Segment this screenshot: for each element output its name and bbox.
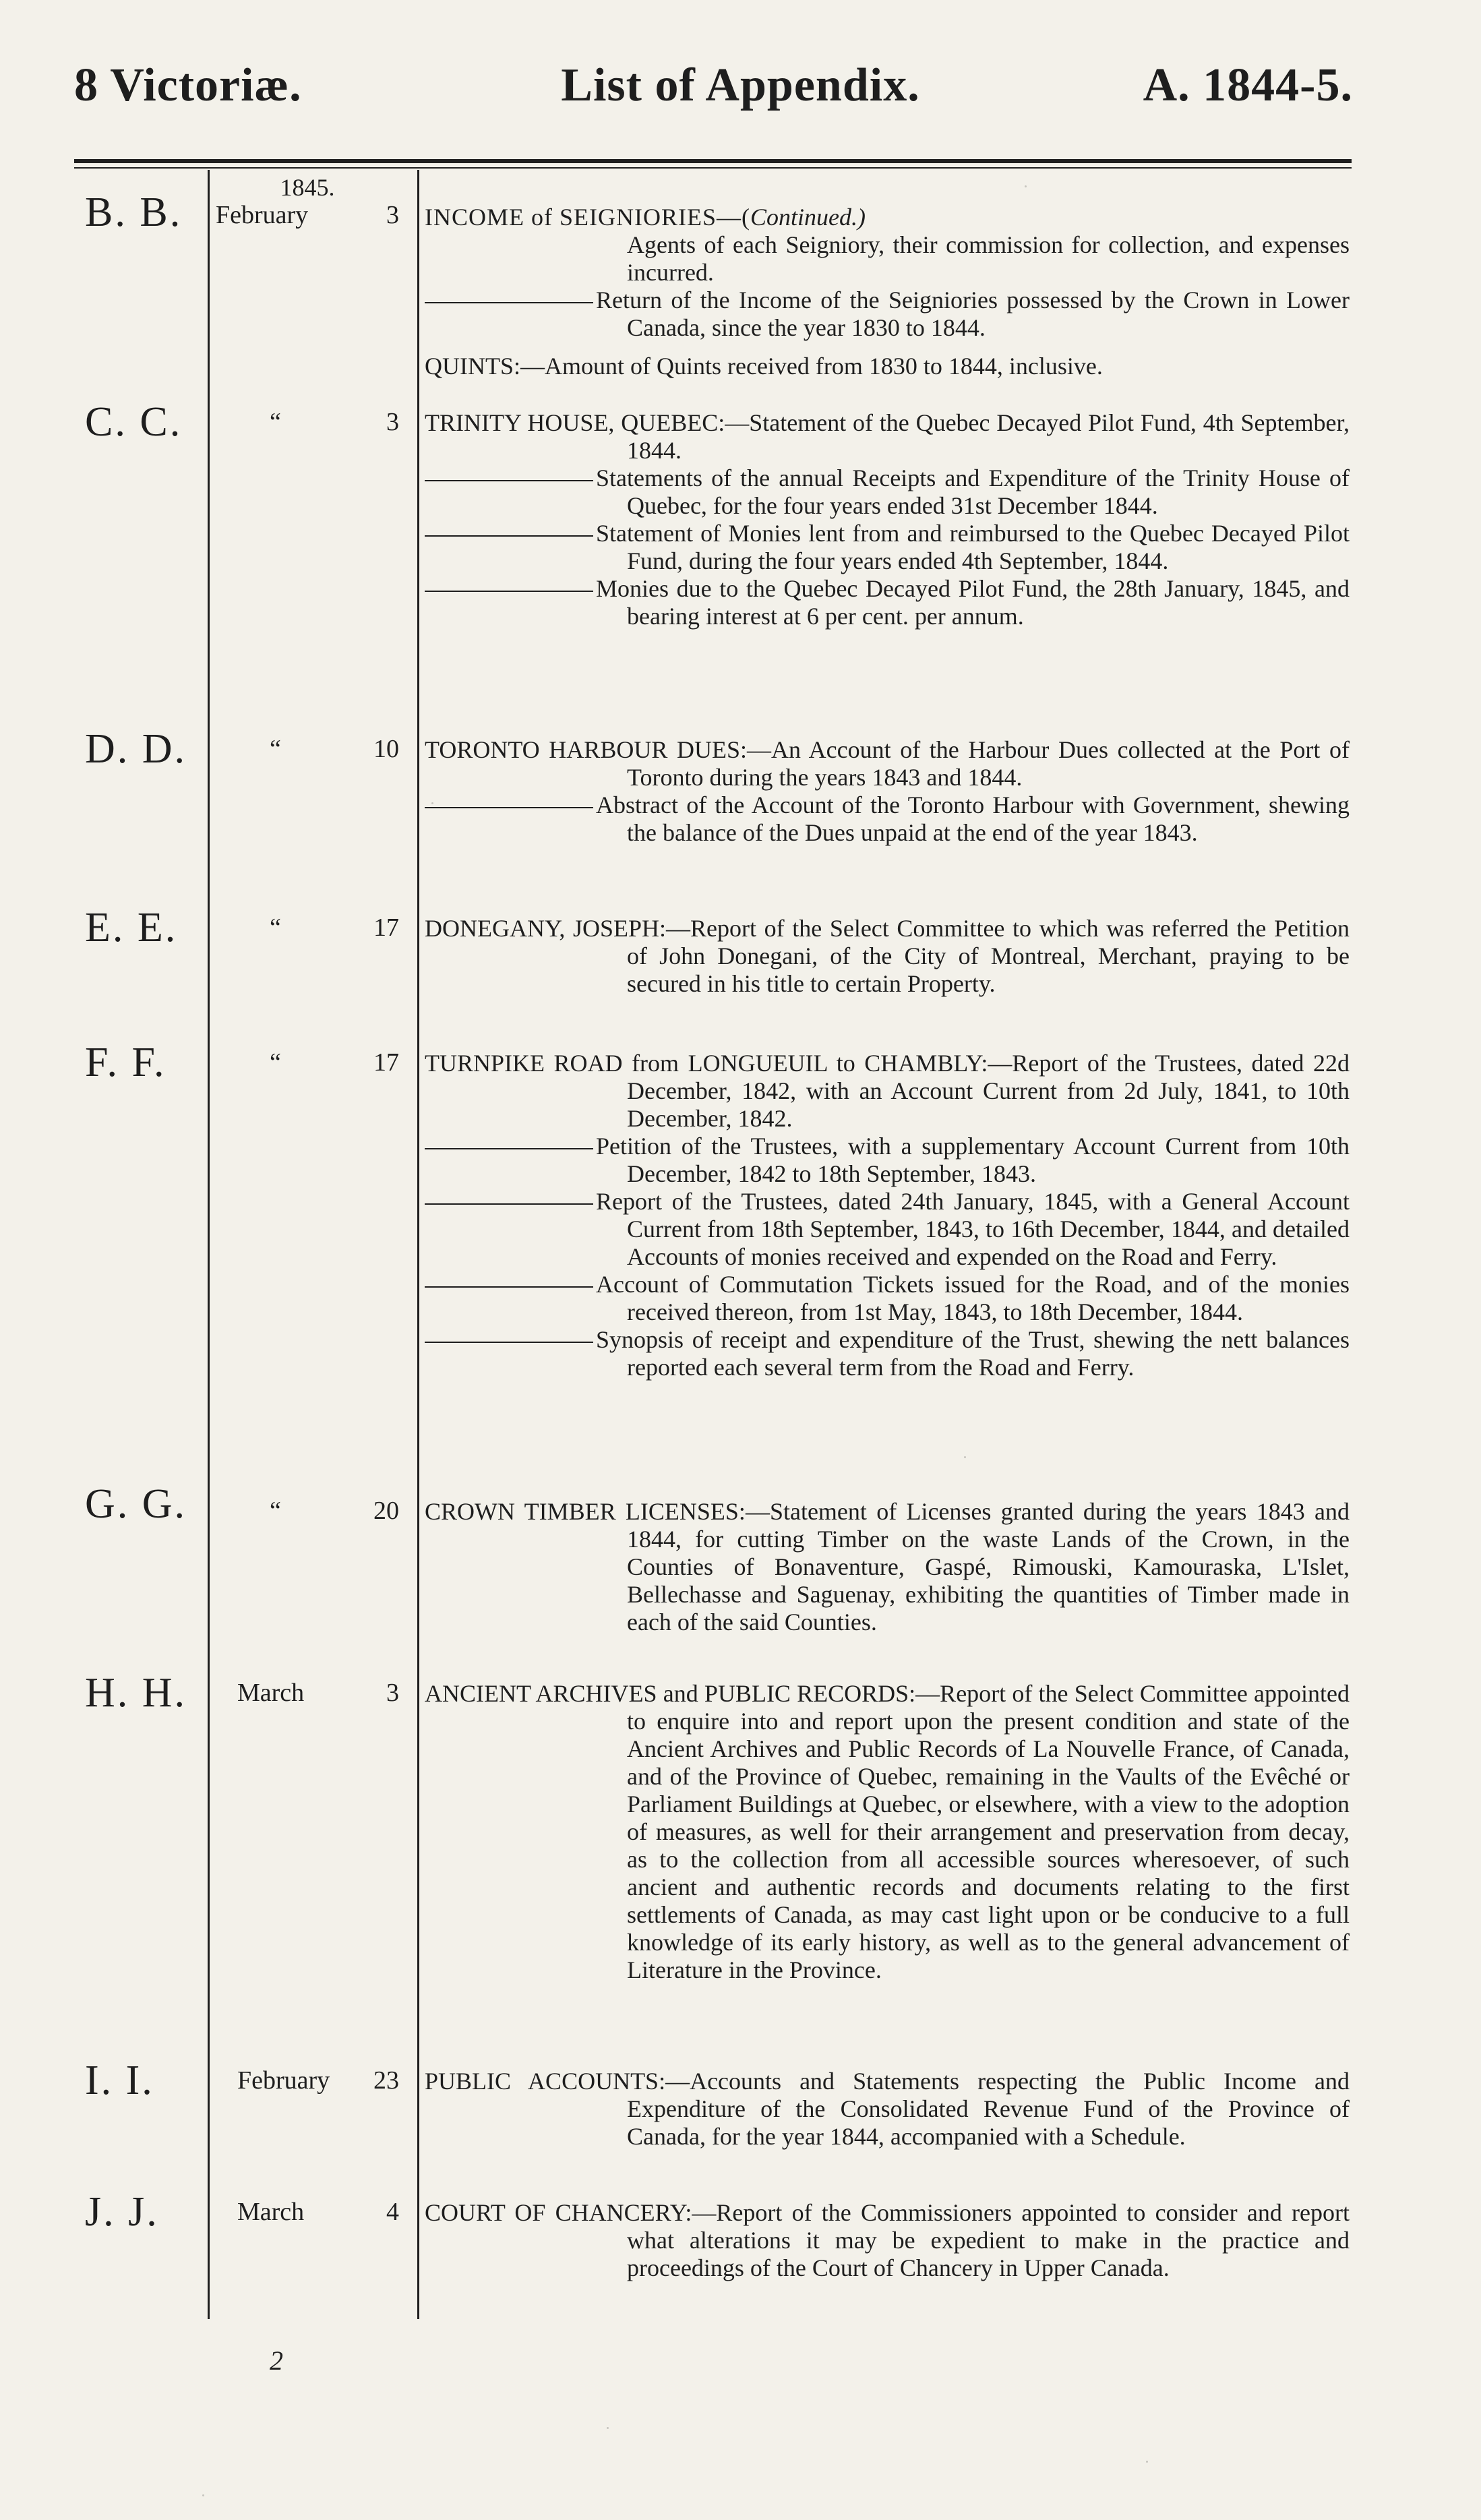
appendix-letter: G. G. (85, 1481, 187, 1527)
appendix-letter: I. I. (85, 2058, 154, 2103)
entry-month: “ (270, 1497, 281, 1525)
header-title: List of Appendix. (561, 59, 920, 111)
column-divider-date (417, 170, 419, 2319)
entry-sub-item: Petition of the Trustees, with a supplementary Account Current from 10th December, 1842 to 18th September, 1843. (425, 1133, 1350, 1188)
entry-sub-item: Report of the Trustees, dated 24th January, 1845, with a General Account Current from 18th September, 1843, to 16th December, 1844, and detailed Accounts of monies received and expended on the Road and Ferry. (425, 1188, 1350, 1271)
header-year: A. 1844-5. (1143, 59, 1353, 111)
entry-year: 1845. (280, 174, 335, 201)
page-number: 2 (270, 2345, 283, 2376)
entry-line: QUINTS:—Amount of Quints received from 1830 to 1844, inclusive. (425, 353, 1103, 380)
entry-heading: COURT OF CHANCERY:—Report of the Commissioners appointed to consider and report what alterations it may be expedient to make in the practice and proceedings of the Court of Chancery in Upper Canada. (425, 2199, 1350, 2281)
entry-text (425, 2199, 1350, 2282)
entry-date (216, 2199, 399, 2225)
entry-text (425, 409, 1350, 630)
appendix-letter: D. D. (85, 726, 187, 772)
entry-day: 3 (386, 408, 399, 436)
appendix-letter: C. C. (85, 399, 183, 445)
entry-month: “ (270, 913, 281, 942)
entry-heading: TORONTO HARBOUR DUES:—An Account of the Harbour Dues collected at the Port of Toronto during the years 1843 and 1844. (425, 736, 1350, 791)
column-divider-letter (208, 170, 210, 2319)
entry-date (216, 1050, 399, 1075)
entry-heading: TURNPIKE ROAD from LONGUEUIL to CHAMBLY:—Report of the Trustees, dated 22d December, 1842, with an Account Current from 2d July, 1841, to 10th December, 1842. (425, 1050, 1350, 1132)
entry-text (425, 736, 1350, 847)
header-session: 8 Victoriæ. (74, 59, 302, 111)
entry-month: February (216, 201, 309, 229)
entry-day: 10 (373, 735, 399, 763)
paper-speck (964, 1456, 966, 1458)
header-rule-thick (74, 159, 1352, 163)
entry-month: March (237, 2198, 305, 2226)
entry-day: 3 (386, 201, 399, 229)
paper-speck (1025, 185, 1027, 187)
paper-speck (431, 802, 433, 804)
entry-text (425, 1498, 1350, 1636)
appendix-letter: B. B. (85, 189, 183, 235)
entry-month: February (237, 2066, 330, 2095)
header-rule-thin (74, 167, 1352, 169)
entry-sub-item: Synopsis of receipt and expenditure of the Trust, shewing the nett balances reported each several term from the Road and Ferry. (425, 1326, 1350, 1381)
entry-sub-item: Statements of the annual Receipts and Expenditure of the Trinity House of Quebec, for the four years ended 31st December 1844. (425, 464, 1350, 520)
appendix-letter: F. F. (85, 1040, 167, 1085)
entry-text (425, 1050, 1350, 1381)
appendix-letter: E. E. (85, 905, 178, 951)
entry-sub-item: Account of Commutation Tickets issued for the Road, and of the monies received thereon, from 1st May, 1843, to 18th December, 1844. (425, 1271, 1350, 1326)
entry-heading: INCOME of SEIGNIORIES—(Continued.) (425, 204, 866, 231)
entry-day: 20 (373, 1497, 399, 1525)
entry-heading: PUBLIC ACCOUNTS:—Accounts and Statements respecting the Public Income and Expenditure of the Consolidated Revenue Fund of the Province of Canada, for the year 1844, accompanied with a Schedule. (425, 2068, 1350, 2150)
entry-line: Agents of each Seigniory, their commission for collection, and expenses incurred. (627, 231, 1350, 286)
entry-date (216, 175, 399, 228)
entry-date (216, 1498, 399, 1524)
entry-heading: DONEGANY, JOSEPH:—Report of the Select Committee to which was referred the Petition of John Donegani, of the City of Montreal, Merchant, praying to be secured in his title to certain Property. (425, 915, 1350, 997)
entry-day: 23 (373, 2066, 399, 2095)
entry-day: 4 (386, 2198, 399, 2226)
entry-date (216, 1680, 399, 1706)
entry-date (216, 736, 399, 762)
entry-month: “ (270, 1048, 281, 1077)
entry-sub-item: Return of the Income of the Seigniories possessed by the Crown in Lower Canada, since the year 1830 to 1844. (425, 287, 1350, 342)
entry-day: 3 (386, 1679, 399, 1707)
appendix-letter: J. J. (85, 2189, 159, 2235)
entry-day: 17 (373, 913, 399, 942)
entry-month: “ (270, 408, 281, 436)
entry-date (216, 2068, 399, 2093)
paper-speck (1146, 2461, 1148, 2463)
entry-sub-item: Monies due to the Quebec Decayed Pilot Fund, the 28th January, 1845, and bearing interest at 6 per cent. per annum. (425, 575, 1350, 630)
entry-month: March (237, 1679, 305, 1707)
entry-month: “ (270, 735, 281, 763)
entry-heading: ANCIENT ARCHIVES and PUBLIC RECORDS:—Report of the Select Committee appointed to enquire into and report upon the present condition and state of the Ancient Archives and Public Records of La Nouvelle France, of Canada, and of the Province of Quebec, remaining in the Vaults of the Evêché or Parliament Buildings at Quebec, or elsewhere, with a view to the adoption of measures, as well for their arrangement and preservation from decay, as to the collection from all accessible sources wheresoever, of such ancient and authentic records and documents relating to the first settlements of Canada, as may cast light upon or be conducive to a full knowledge of its early history, as well as to the general advancement of Literature in the Province. (425, 1680, 1350, 1983)
entry-text (425, 1680, 1350, 1984)
paper-speck (607, 2427, 609, 2429)
entry-text (425, 2068, 1350, 2151)
entry-heading: TRINITY HOUSE, QUEBEC:—Statement of the Quebec Decayed Pilot Fund, 4th September, 1844. (425, 409, 1350, 464)
entry-text (425, 204, 1350, 380)
entry-date (216, 915, 399, 940)
entry-date (216, 409, 399, 435)
entry-sub-item: Statement of Monies lent from and reimbursed to the Quebec Decayed Pilot Fund, during the four years ended 4th September, 1844. (425, 520, 1350, 575)
entry-day: 17 (373, 1048, 399, 1077)
entry-heading: CROWN TIMBER LICENSES:—Statement of Licenses granted during the years 1843 and 1844, for cutting Timber on the waste Lands of the Crown, in the Counties of Bonaventure, Gaspé, Rimouski, Kamouraska, L'Islet, Bellechasse and Saguenay, exhibiting the quantities of Timber made in each of the said Counties. (425, 1498, 1350, 1636)
appendix-letter: H. H. (85, 1670, 187, 1716)
paper-speck (202, 2494, 204, 2496)
entry-sub-item: Abstract of the Account of the Toronto Harbour with Government, shewing the balance of the Dues unpaid at the end of the year 1843. (425, 791, 1350, 847)
entry-text (425, 915, 1350, 998)
